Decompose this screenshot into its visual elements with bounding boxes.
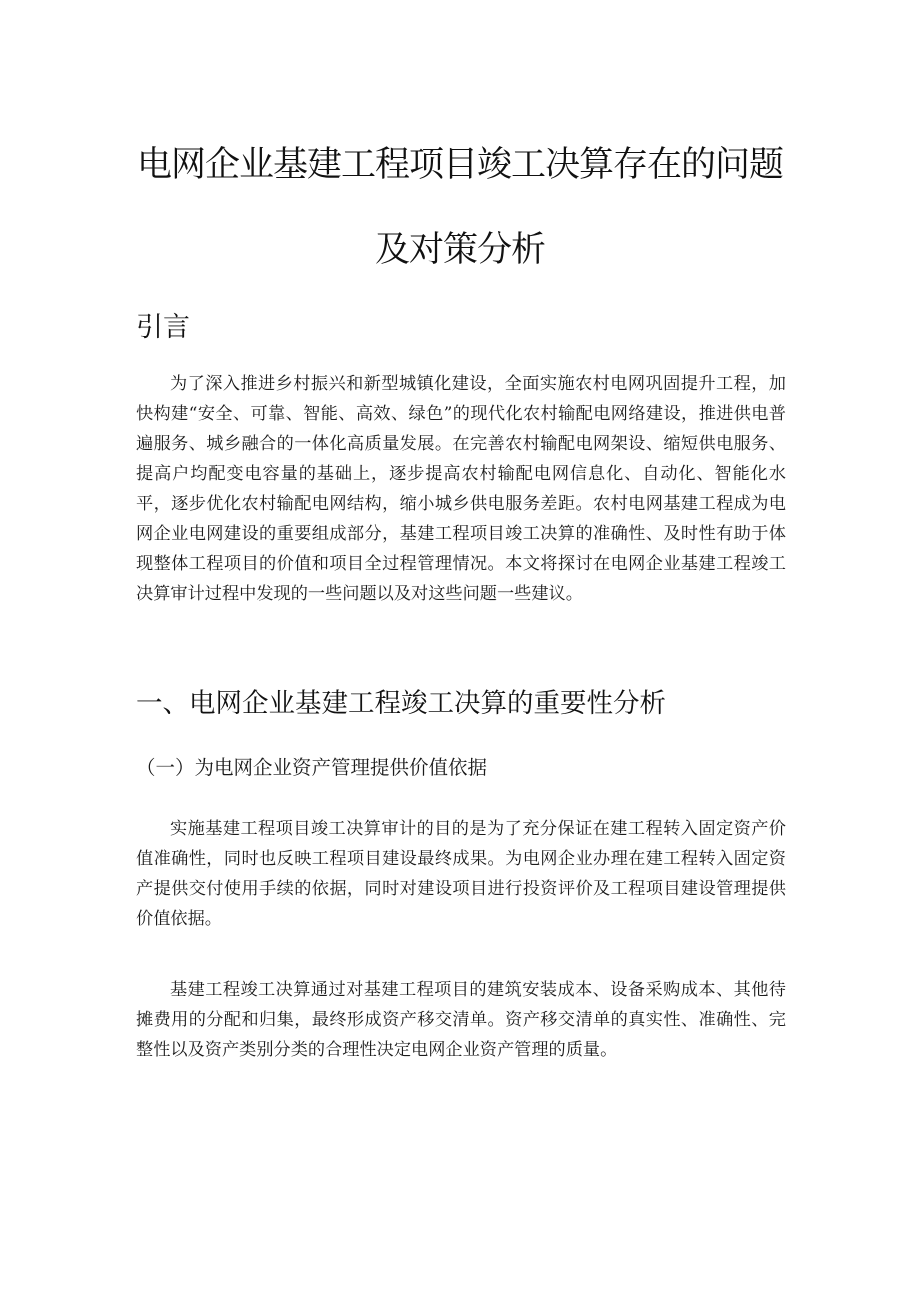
paragraph-2: 实施基建工程项目竣工决算审计的目的是为了充分保证在建工程转入固定资产价值准确性，同时也反映工程项目建设最终成果。为电网企业办理在建工程转入固定资产提供交付使用手续的依据，同时对建设项目进行投资评价及工程项目建设管理提供价值依据。	[136, 819, 786, 929]
paragraph-3: 基建工程竣工决算通过对基建工程项目的建筑安装成本、设备采购成本、其他待摊费用的分配和归集，最终形成资产移交清单。资产移交清单的真实性、准确性、完整性以及资产类别分类的合理性决定电网企业资产管理的质量。	[136, 980, 786, 1060]
subsection-1-heading: （一）为电网企业资产管理提供价值依据	[136, 756, 488, 779]
intro-paragraph: 为了深入推进乡村振兴和新型城镇化建设，全面实施农村电网巩固提升工程，加快构建“安全、可靠、智能、高效、绿色”的现代化农村输配电网络建设，推进供电普遍服务、城乡融合的一体化高质量发展。在完善农村输配电网架设、缩短供电服务、提高户均配变电容量的基础上，逐步提高农村输配电网信息化、自动化、智能化水平，逐步优化农村输配电网结构，缩小城乡供电服务差距。农村电网基建工程成为电网企业电网建设的重要组成部分，基建工程项目竣工决算的准确性、及时性有助于体现整体工程项目的价值和项目全过程管理情况。本文将探讨在电网企业基建工程竣工决算审计过程中发现的一些问题以及对这些问题一些建议。	[136, 374, 786, 604]
intro-heading: 引言	[136, 312, 190, 343]
document-title-line-1: 电网企业基建工程项目竣工决算存在的问题	[136, 145, 783, 185]
section-1-heading: 一、电网企业基建工程竣工决算的重要性分析	[136, 688, 666, 719]
document-title-line-2: 及对策分析	[374, 230, 545, 270]
